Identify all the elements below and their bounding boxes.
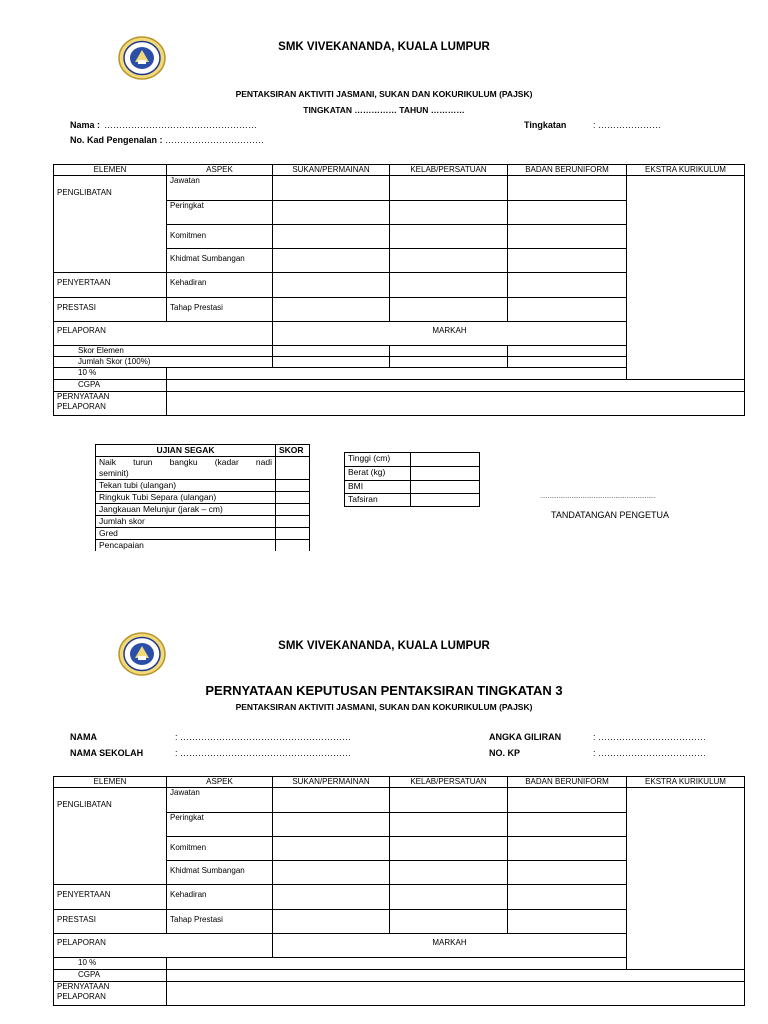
cell[interactable] bbox=[273, 861, 390, 885]
pernyataan-text: PERNYATAAN bbox=[57, 392, 110, 401]
berat-label: Berat (kg) bbox=[345, 467, 411, 481]
cell[interactable] bbox=[508, 225, 627, 249]
cell[interactable] bbox=[273, 837, 390, 861]
pelaporan-text: PELAPORAN bbox=[57, 402, 106, 411]
ujian-gred: Gred bbox=[96, 528, 276, 540]
header-aspek: ASPEK bbox=[167, 165, 273, 176]
nama-sekolah-field[interactable]: : ………………………………………………… bbox=[175, 748, 352, 758]
skor-cell[interactable] bbox=[276, 457, 310, 480]
pelaporan-text: PELAPORAN bbox=[57, 992, 106, 1001]
nama-field[interactable]: …………………………………………… bbox=[104, 120, 257, 130]
header-kelab: KELAB/PERSATUAN bbox=[390, 165, 508, 176]
skor-cell[interactable] bbox=[276, 492, 310, 504]
elemen-pelaporan: PELAPORAN bbox=[54, 322, 273, 346]
no-kp-field[interactable]: : ……………………………… bbox=[593, 748, 707, 758]
cell[interactable] bbox=[273, 885, 390, 910]
header-kelab: KELAB/PERSATUAN bbox=[390, 777, 508, 788]
cell[interactable] bbox=[390, 225, 508, 249]
angka-giliran-label: ANGKA GILIRAN bbox=[489, 732, 562, 742]
cell[interactable] bbox=[390, 357, 508, 368]
cell[interactable] bbox=[508, 176, 627, 201]
cell[interactable] bbox=[167, 392, 745, 416]
pernyataan-pelaporan-label bbox=[54, 392, 167, 416]
skor-cell[interactable] bbox=[276, 528, 310, 540]
cell[interactable] bbox=[273, 298, 390, 322]
cell[interactable] bbox=[167, 368, 627, 380]
ujian-naik-turun-line1: Naik turun bangku (kadar nadi bbox=[99, 457, 272, 467]
cell[interactable] bbox=[390, 201, 508, 225]
skor-elemen-label: Skor Elemen bbox=[54, 346, 273, 357]
ujian-ringkuk-tubi: Ringkuk Tubi Separa (ulangan) bbox=[96, 492, 276, 504]
statement-title: PERNYATAAN KEPUTUSAN PENTAKSIRAN TINGKATAN 3 bbox=[205, 683, 563, 698]
sepuluh-persen-label: 10 % bbox=[54, 368, 167, 380]
jumlah-skor-label: Jumlah Skor (100%) bbox=[54, 357, 273, 368]
form-subtitle: PENTAKSIRAN AKTIVITI JASMANI, SUKAN DAN KOKURIKULUM (PAJSK) bbox=[235, 89, 533, 99]
cell[interactable] bbox=[508, 788, 627, 813]
cell[interactable] bbox=[273, 273, 390, 298]
cell[interactable] bbox=[273, 201, 390, 225]
elemen-prestasi: PRESTASI bbox=[54, 298, 167, 322]
tingkatan-tahun-line: TINGKATAN …………… TAHUN ………… bbox=[303, 105, 465, 115]
cgpa-label: CGPA bbox=[54, 970, 167, 982]
aspek-khidmat: Khidmat Sumbangan bbox=[167, 249, 273, 273]
aspek-tahap-prestasi: Tahap Prestasi bbox=[167, 910, 273, 934]
skor-cell[interactable] bbox=[276, 540, 310, 552]
school-name: SMK VIVEKANANDA, KUALA LUMPUR bbox=[278, 41, 490, 53]
header-aspek: ASPEK bbox=[167, 777, 273, 788]
aspek-tahap-prestasi: Tahap Prestasi bbox=[167, 298, 273, 322]
aspek-jawatan: Jawatan bbox=[167, 788, 273, 813]
cell[interactable] bbox=[273, 813, 390, 837]
cell[interactable] bbox=[508, 813, 627, 837]
cell[interactable] bbox=[508, 861, 627, 885]
pernyataan-text: PERNYATAAN bbox=[57, 982, 110, 991]
cell[interactable] bbox=[273, 357, 390, 368]
header-sukan: SUKAN/PERMAINAN bbox=[273, 165, 390, 176]
cell[interactable] bbox=[508, 273, 627, 298]
aspek-komitmen: Komitmen bbox=[167, 837, 273, 861]
ujian-segak-header: UJIAN SEGAK bbox=[96, 445, 276, 457]
sepuluh-persen-label: 10 % bbox=[54, 958, 167, 970]
nama-field-2[interactable]: : ………………………………………………… bbox=[175, 732, 352, 742]
elemen-penyertaan: PENYERTAAN bbox=[54, 273, 167, 298]
skor-header: SKOR bbox=[276, 445, 310, 457]
nama-sekolah-label: NAMA SEKOLAH bbox=[70, 748, 144, 758]
ujian-pencapaian: Pencapaian bbox=[96, 540, 276, 552]
header-elemen: ELEMEN bbox=[54, 165, 167, 176]
cell[interactable] bbox=[273, 346, 390, 357]
tinggi-label: Tinggi (cm) bbox=[345, 453, 411, 467]
aspek-kehadiran: Kehadiran bbox=[167, 273, 273, 298]
cell[interactable] bbox=[390, 249, 508, 273]
berat-value[interactable] bbox=[411, 467, 480, 481]
no-kp-label: NO. KP bbox=[489, 748, 521, 758]
cell[interactable] bbox=[390, 346, 508, 357]
cell[interactable] bbox=[273, 788, 390, 813]
cell[interactable] bbox=[508, 249, 627, 273]
aspek-khidmat: Khidmat Sumbangan bbox=[167, 861, 273, 885]
tandatangan-pengetua: TANDATANGAN PENGETUA bbox=[551, 510, 670, 520]
nama-label: Nama : bbox=[70, 120, 101, 130]
cell[interactable] bbox=[273, 176, 390, 201]
cell[interactable] bbox=[390, 176, 508, 201]
kad-pengenalan-label: No. Kad Pengenalan : bbox=[70, 135, 163, 145]
header-badan: BADAN BERUNIFORM bbox=[508, 165, 627, 176]
ujian-naik-turun-line2: seminit) bbox=[99, 468, 129, 478]
tinggi-value[interactable] bbox=[411, 453, 480, 467]
cell[interactable] bbox=[390, 861, 508, 885]
cell[interactable] bbox=[390, 788, 508, 813]
tafsiran-value[interactable] bbox=[411, 494, 480, 507]
elemen-pelaporan: PELAPORAN bbox=[54, 934, 273, 958]
cell[interactable] bbox=[167, 958, 627, 970]
cell[interactable] bbox=[508, 885, 627, 910]
cell[interactable] bbox=[508, 346, 627, 357]
form-subtitle-2: PENTAKSIRAN AKTIVITI JASMANI, SUKAN DAN KOKURIKULUM (PAJSK) bbox=[235, 702, 533, 712]
cell[interactable] bbox=[273, 249, 390, 273]
header-ekstra: EKSTRA KURIKULUM bbox=[627, 777, 745, 788]
cell[interactable] bbox=[390, 910, 508, 934]
ekstra-cell[interactable] bbox=[627, 176, 745, 380]
cell[interactable] bbox=[390, 298, 508, 322]
ujian-naik-turun bbox=[96, 457, 276, 480]
cell[interactable] bbox=[390, 885, 508, 910]
cell[interactable] bbox=[167, 970, 745, 982]
body-measure-table bbox=[344, 452, 480, 507]
elemen-prestasi: PRESTASI bbox=[54, 910, 167, 934]
bmi-value[interactable] bbox=[411, 481, 480, 494]
ekstra-cell[interactable] bbox=[627, 788, 745, 970]
header-sukan: SUKAN/PERMAINAN bbox=[273, 777, 390, 788]
angka-giliran-field[interactable]: : ……………………………… bbox=[593, 732, 707, 742]
cell[interactable] bbox=[273, 910, 390, 934]
cgpa-label: CGPA bbox=[54, 380, 167, 392]
nama-label-2: NAMA bbox=[70, 732, 97, 742]
aspek-peringkat: Peringkat bbox=[167, 201, 273, 225]
skor-cell[interactable] bbox=[276, 504, 310, 516]
cell[interactable] bbox=[508, 298, 627, 322]
header-ekstra: EKSTRA KURIKULUM bbox=[627, 165, 745, 176]
cell[interactable] bbox=[167, 380, 745, 392]
cell[interactable] bbox=[273, 225, 390, 249]
school-crest-logo bbox=[118, 632, 166, 676]
ujian-tekan-tubi: Tekan tubi (ulangan) bbox=[96, 480, 276, 492]
elemen-penyertaan: PENYERTAAN bbox=[54, 885, 167, 910]
ujian-segak-table bbox=[95, 444, 310, 551]
kad-pengenalan-field[interactable]: …………………………… bbox=[165, 135, 264, 145]
cell[interactable] bbox=[508, 910, 627, 934]
cell[interactable] bbox=[390, 837, 508, 861]
aspek-kehadiran: Kehadiran bbox=[167, 885, 273, 910]
cell[interactable] bbox=[167, 982, 745, 1006]
cell[interactable] bbox=[390, 813, 508, 837]
markah-label: MARKAH bbox=[273, 934, 627, 958]
ujian-jangkauan: Jangkauan Melunjur (jarak – cm) bbox=[96, 504, 276, 516]
signature-line[interactable]: ……………………………………………………… bbox=[540, 494, 656, 500]
header-badan: BADAN BERUNIFORM bbox=[508, 777, 627, 788]
pajsk-table-2 bbox=[53, 776, 745, 1006]
pernyataan-pelaporan-label bbox=[54, 982, 167, 1006]
cell[interactable] bbox=[508, 357, 627, 368]
cell[interactable] bbox=[508, 201, 627, 225]
pajsk-table-1 bbox=[53, 164, 745, 416]
aspek-jawatan: Jawatan bbox=[167, 176, 273, 201]
ujian-jumlah-skor: Jumlah skor bbox=[96, 516, 276, 528]
tingkatan-field[interactable]: : ………………… bbox=[593, 120, 662, 130]
header-elemen: ELEMEN bbox=[54, 777, 167, 788]
tafsiran-label: Tafsiran bbox=[345, 494, 411, 507]
tingkatan-label: Tingkatan bbox=[524, 120, 567, 130]
elemen-penglibatan: PENGLIBATAN bbox=[54, 788, 167, 885]
school-name-2: SMK VIVEKANANDA, KUALA LUMPUR bbox=[278, 640, 490, 652]
skor-cell[interactable] bbox=[276, 516, 310, 528]
skor-cell[interactable] bbox=[276, 480, 310, 492]
bmi-label: BMI bbox=[345, 481, 411, 494]
markah-label: MARKAH bbox=[273, 322, 627, 346]
cell[interactable] bbox=[390, 273, 508, 298]
elemen-penglibatan: PENGLIBATAN bbox=[54, 176, 167, 273]
cell[interactable] bbox=[508, 837, 627, 861]
aspek-peringkat: Peringkat bbox=[167, 813, 273, 837]
aspek-komitmen: Komitmen bbox=[167, 225, 273, 249]
